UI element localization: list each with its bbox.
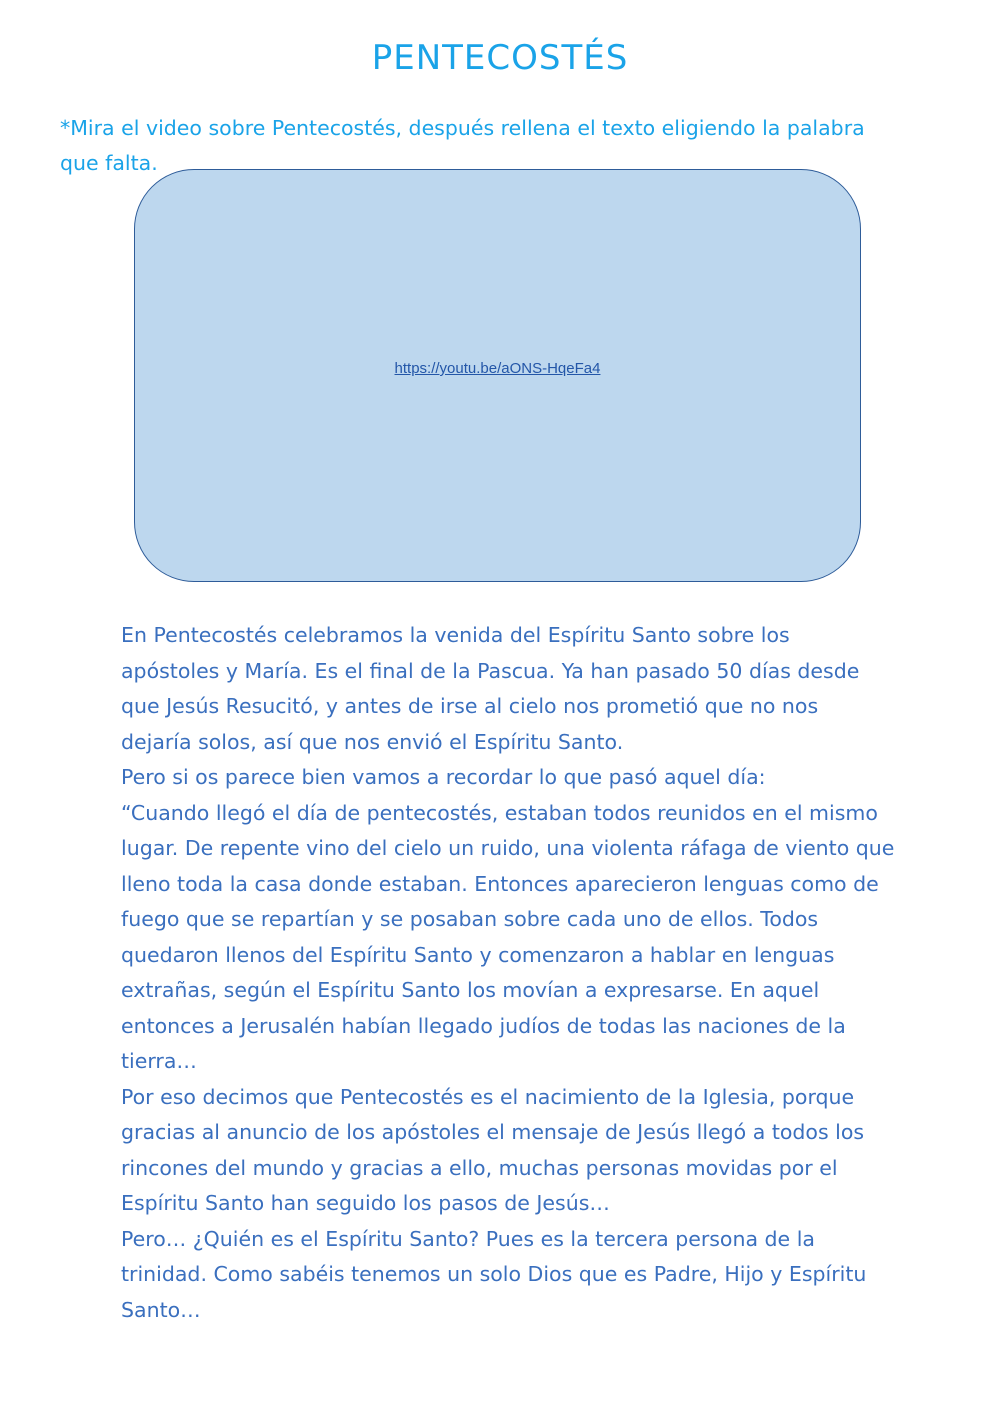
body-line: extrañas, según el Espíritu Santo los movían a expresarse. En aquel bbox=[121, 978, 820, 1002]
body-line: tierra… bbox=[121, 1049, 197, 1073]
video-placeholder bbox=[134, 169, 861, 582]
body-line: lugar. De repente vino del cielo un ruido, una violenta ráfaga de viento que bbox=[121, 836, 895, 860]
body-line: dejaría solos, así que nos envió el Espíritu Santo. bbox=[121, 729, 624, 754]
body-line: Pero si os parece bien vamos a recordar lo que pasó aquel día: bbox=[121, 765, 766, 789]
body-line: Espíritu Santo han seguido los pasos de Jesús… bbox=[121, 1191, 610, 1215]
body-line: rincones del mundo y gracias a ello, muchas personas movidas por el bbox=[121, 1155, 838, 1180]
body-line: gracias al anuncio de los apóstoles el mensaje de Jesús llegó a todos los bbox=[121, 1120, 865, 1144]
body-line: “Cuando llegó el día de pentecostés, estaban todos reunidos en el mismo bbox=[121, 800, 878, 825]
body-line: que Jesús Resucitó, y antes de irse al cielo nos prometió que no nos bbox=[121, 694, 819, 718]
video-link[interactable]: https://youtu.be/aONS-HqeFa4 bbox=[394, 360, 601, 377]
body-line: entonces a Jerusalén habían llegado judíos de todas las naciones de la bbox=[121, 1013, 846, 1038]
body-line: fuego que se repartían y se posaban sobre cada uno de ellos. Todos bbox=[121, 907, 819, 931]
body-line: lleno toda la casa donde estaban. Entonces aparecieron lenguas como de bbox=[121, 871, 879, 896]
body-line: Por eso decimos que Pentecostés es el nacimiento de la Iglesia, porque bbox=[121, 1084, 855, 1109]
body-line: quedaron llenos del Espíritu Santo y comenzaron a hablar en lenguas bbox=[121, 942, 835, 967]
body-line: Santo… bbox=[121, 1297, 201, 1322]
body-line: apóstoles y María. Es el final de la Pascua. Ya han pasado 50 días desde bbox=[121, 658, 860, 683]
body-line: Pero… ¿Quién es el Espíritu Santo? Pues es la tercera persona de la bbox=[121, 1226, 815, 1251]
page-title: PENTECOSTÉS bbox=[371, 38, 629, 78]
body-line: trinidad. Como sabéis tenemos un solo Dios que es Padre, Hijo y Espíritu bbox=[121, 1262, 867, 1286]
instructions-line: que falta. bbox=[60, 151, 158, 175]
body-line: En Pentecostés celebramos la venida del Espíritu Santo sobre los bbox=[121, 623, 790, 647]
body-text bbox=[121, 618, 941, 1328]
instructions-line: *Mira el video sobre Pentecostés, después rellena el texto eligiendo la palabra bbox=[60, 116, 865, 140]
